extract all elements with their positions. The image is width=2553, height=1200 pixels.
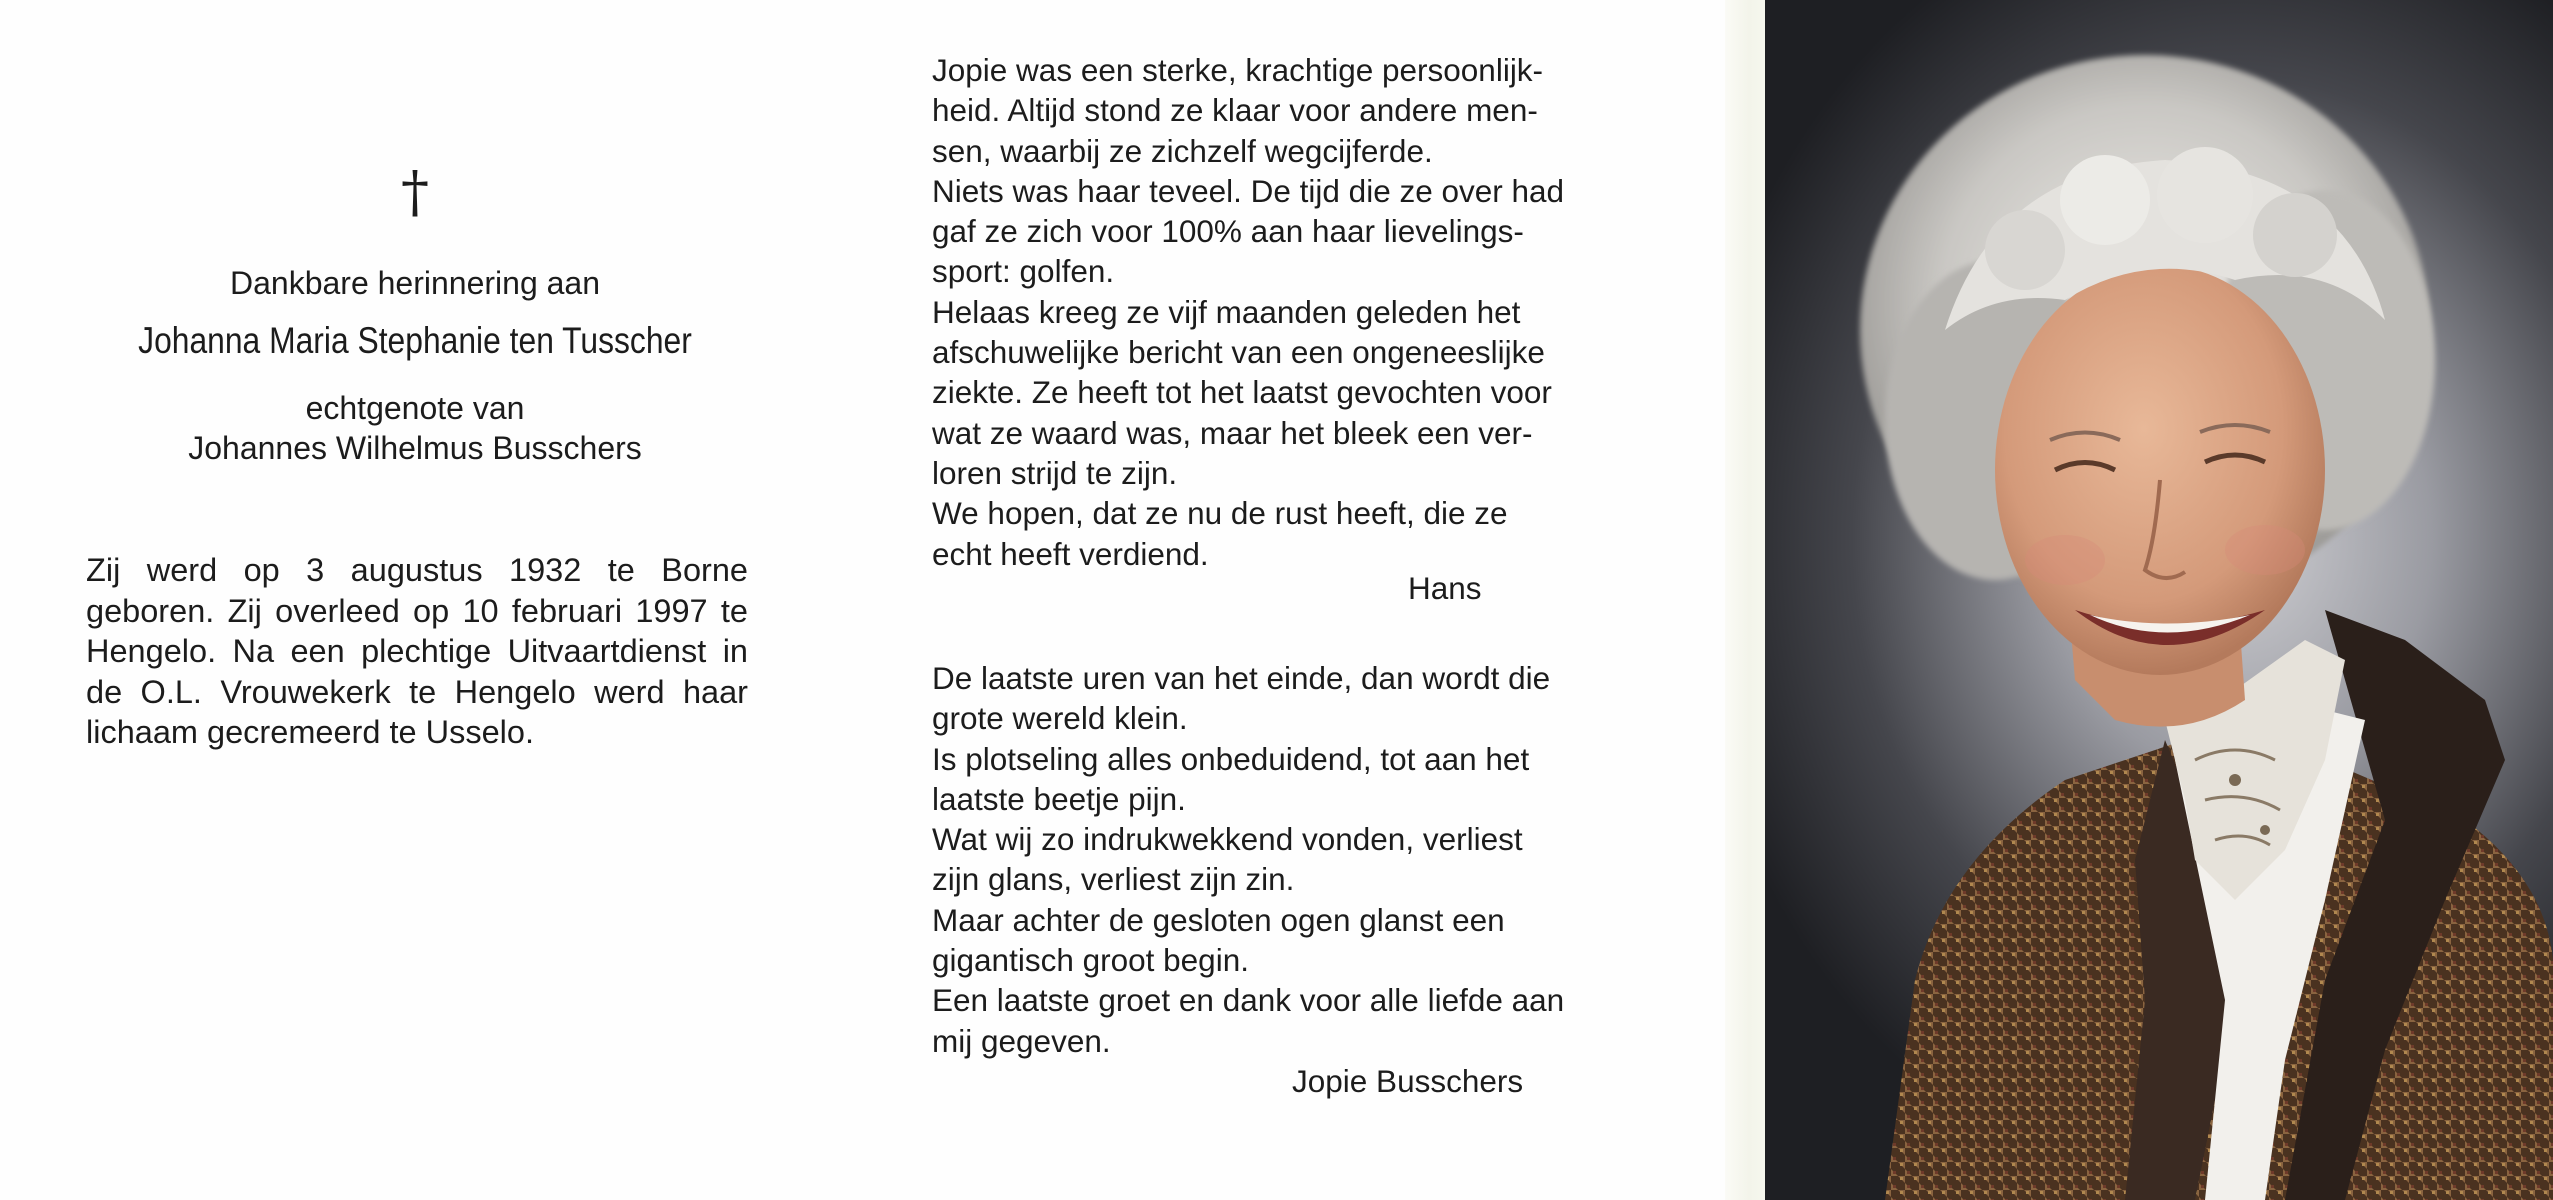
tribute-line: heid. Altijd stond ze klaar voor andere men- <box>932 92 1538 129</box>
tribute-line: Helaas kreeg ze vijf maanden geleden het <box>932 293 1521 330</box>
tribute-line: sport: golfen. <box>932 253 1115 290</box>
biography-text: Zij werd op 3 augustus 1932 te Borne geboren. Zij overleed op 10 februari 1997 te Hengelo. Na een plechtige Uitvaartdienst in de O.L. Vrouwekerk te Hengelo werd haar lichaam gecremeerd te Usselo. <box>86 552 748 750</box>
tribute-line: Jopie was een sterke, krachtige persoonlijk- <box>932 52 1544 88</box>
biography-paragraph <box>86 550 748 753</box>
poem-text <box>932 658 1597 1061</box>
poem-line: Is plotseling alles onbeduidend, tot aan het <box>932 740 1530 777</box>
tribute-text <box>932 50 1597 574</box>
tribute-line: afschuwelijke bericht van een ongeneeslijke <box>932 334 1545 371</box>
tribute-line: We hopen, dat ze nu de rust heeft, die ze <box>932 495 1508 532</box>
tribute-line: gaf ze zich voor 100% aan haar lievelings- <box>932 213 1524 250</box>
tribute-line: wat ze waard was, maar het bleek een ver- <box>932 414 1533 451</box>
poem-signature: Jopie Busschers <box>1292 1063 1524 1099</box>
cross-icon: † <box>401 160 429 225</box>
deceased-name: Johanna Maria Stephanie ten Tusscher <box>138 320 692 361</box>
poem-line: mij gegeven. <box>932 1022 1111 1059</box>
poem-line: Een laatste groet en dank voor alle liefde aan <box>932 982 1565 1019</box>
poem-line: grote wereld klein. <box>932 700 1188 737</box>
poem-line: zijn glans, verliest zijn zin. <box>932 861 1295 898</box>
tribute-line: Niets was haar teveel. De tijd die ze over had <box>932 172 1565 209</box>
card-fold <box>1725 0 1765 1200</box>
left-panel <box>0 0 850 1200</box>
poem-line: gigantisch groot begin. <box>932 942 1249 979</box>
poem-line: De laatste uren van het einde, dan wordt die <box>932 660 1551 696</box>
poem-line: Maar achter de gesloten ogen glanst een <box>932 901 1505 938</box>
spouse-name: Johannes Wilhelmus Busschers <box>188 430 642 466</box>
poem-line: laatste beetje pijn. <box>932 780 1186 817</box>
tribute-line: ziekte. Ze heeft tot het laatst gevochten voor <box>932 374 1552 411</box>
portrait-photo <box>1765 0 2553 1200</box>
dedication-text: Dankbare herinnering aan <box>229 265 601 301</box>
tribute-signature: Hans <box>1408 570 1482 606</box>
portrait-illustration <box>1765 0 2553 1200</box>
tribute-line: loren strijd te zijn. <box>932 454 1178 491</box>
poem-line: Wat wij zo indrukwekkend vonden, verliest <box>932 821 1523 858</box>
relation-text: echtgenote van <box>305 390 525 426</box>
tribute-line: sen, waarbij ze zichzelf wegcijferde. <box>932 132 1433 169</box>
tribute-line: echt heeft verdiend. <box>932 535 1209 572</box>
